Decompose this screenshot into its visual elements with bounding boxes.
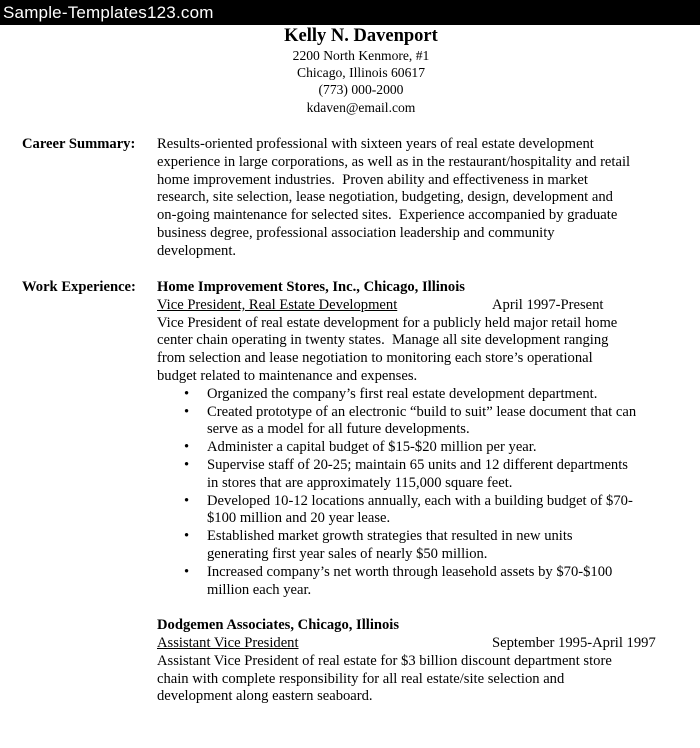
job-description-line: development along eastern seaboard. xyxy=(157,688,373,705)
job-description-line: budget related to maintenance and expenses. xyxy=(157,367,418,384)
career-summary-label: Career Summary: xyxy=(22,136,136,152)
city-address: Chicago, Illinois 60617 xyxy=(297,65,425,81)
achievement-line: Established market growth strategies that resulted in new units xyxy=(207,528,573,545)
achievement-line: Administer a capital budget of $15-$20 million per year. xyxy=(207,439,537,456)
job-description-line: Vice President of real estate development for a publicly held major retail home xyxy=(157,314,618,331)
achievement-line: Created prototype of an electronic “build to suit” lease document that can xyxy=(207,403,637,420)
bullet-icon: • xyxy=(184,439,190,456)
achievement-item xyxy=(157,457,677,493)
job-dates: April 1997-Present xyxy=(492,296,604,313)
job-title-row xyxy=(157,297,677,315)
career-summary-text xyxy=(157,136,677,261)
resume-page xyxy=(0,25,700,748)
phone-number: (773) 000-2000 xyxy=(318,82,404,98)
achievement-line: Supervise staff of 20-25; maintain 65 units and 12 different departments xyxy=(207,456,628,473)
bullet-icon: • xyxy=(184,492,190,509)
achievement-line: in stores that are approximately 115,000 square feet. xyxy=(207,474,513,491)
job-dates: September 1995-April 1997 xyxy=(492,634,656,651)
bullet-icon: • xyxy=(184,528,190,545)
achievement-item xyxy=(157,493,677,529)
company-name: Home Improvement Stores, Inc., Chicago, Illinois xyxy=(157,279,465,295)
achievement-line: generating first year sales of nearly $50 million. xyxy=(207,545,488,562)
job-entry xyxy=(157,279,677,599)
achievement-item xyxy=(157,404,677,440)
watermark: Sample-Templates123.com xyxy=(3,3,214,22)
achievement-item xyxy=(157,386,677,404)
email-address: kdaven@email.com xyxy=(306,99,416,115)
bullet-icon: • xyxy=(184,456,190,473)
bullet-icon: • xyxy=(184,403,190,420)
job-entry xyxy=(157,617,677,706)
section-gap xyxy=(157,599,677,617)
achievement-line: Organized the company’s first real estate development department. xyxy=(207,385,598,402)
work-experience-section xyxy=(157,279,677,706)
bullet-icon: • xyxy=(184,385,190,402)
resume-header xyxy=(0,25,700,116)
achievement-item xyxy=(157,564,677,600)
summary-line: experience in large corporations, as well as in the restaurant/hospitality and retail xyxy=(157,153,631,170)
candidate-name: Kelly N. Davenport xyxy=(284,26,438,46)
achievement-line: Developed 10-12 locations annually, each with a building budget of $70- xyxy=(207,492,633,509)
achievement-line: million each year. xyxy=(207,581,312,598)
job-title: Vice President, Real Estate Development xyxy=(157,296,398,313)
company-name: Dodgemen Associates, Chicago, Illinois xyxy=(157,617,400,634)
summary-line: home improvement industries. Proven ability and effectiveness in market xyxy=(157,171,588,188)
achievement-line: serve as a model for all future developments. xyxy=(207,421,470,438)
job-description-line: center chain operating in twenty states. Manage all site development ranging xyxy=(157,332,609,349)
achievement-line: Increased company’s net worth through leasehold assets by $70-$100 xyxy=(207,563,613,580)
summary-line: development. xyxy=(157,242,237,259)
achievement-item xyxy=(157,528,677,564)
achievement-list xyxy=(157,386,677,600)
job-description-line: Assistant Vice President of real estate for $3 billion discount department store xyxy=(157,652,612,669)
job-description-line: chain with complete responsibility for all real estate/site selection and xyxy=(157,670,565,687)
work-experience-label: Work Experience: xyxy=(22,279,136,295)
bullet-icon: • xyxy=(184,563,190,580)
street-address: 2200 North Kenmore, #1 xyxy=(292,48,430,63)
summary-line: Results-oriented professional with sixteen years of real estate development xyxy=(157,136,594,152)
job-description-line: from selection and lease negotiation to monitoring each store’s operational xyxy=(157,350,593,367)
job-title: Assistant Vice President xyxy=(157,634,299,651)
summary-line: on-going maintenance for selected sites. Experience accompanied by graduate xyxy=(157,207,618,224)
summary-line: business degree, professional association leadership and community xyxy=(157,224,555,241)
job-title-row xyxy=(157,635,677,653)
summary-line: research, site selection, lease negotiation, budgeting, design, development and xyxy=(157,189,613,206)
achievement-line: $100 million and 20 year lease. xyxy=(207,510,391,527)
achievement-item xyxy=(157,439,677,457)
